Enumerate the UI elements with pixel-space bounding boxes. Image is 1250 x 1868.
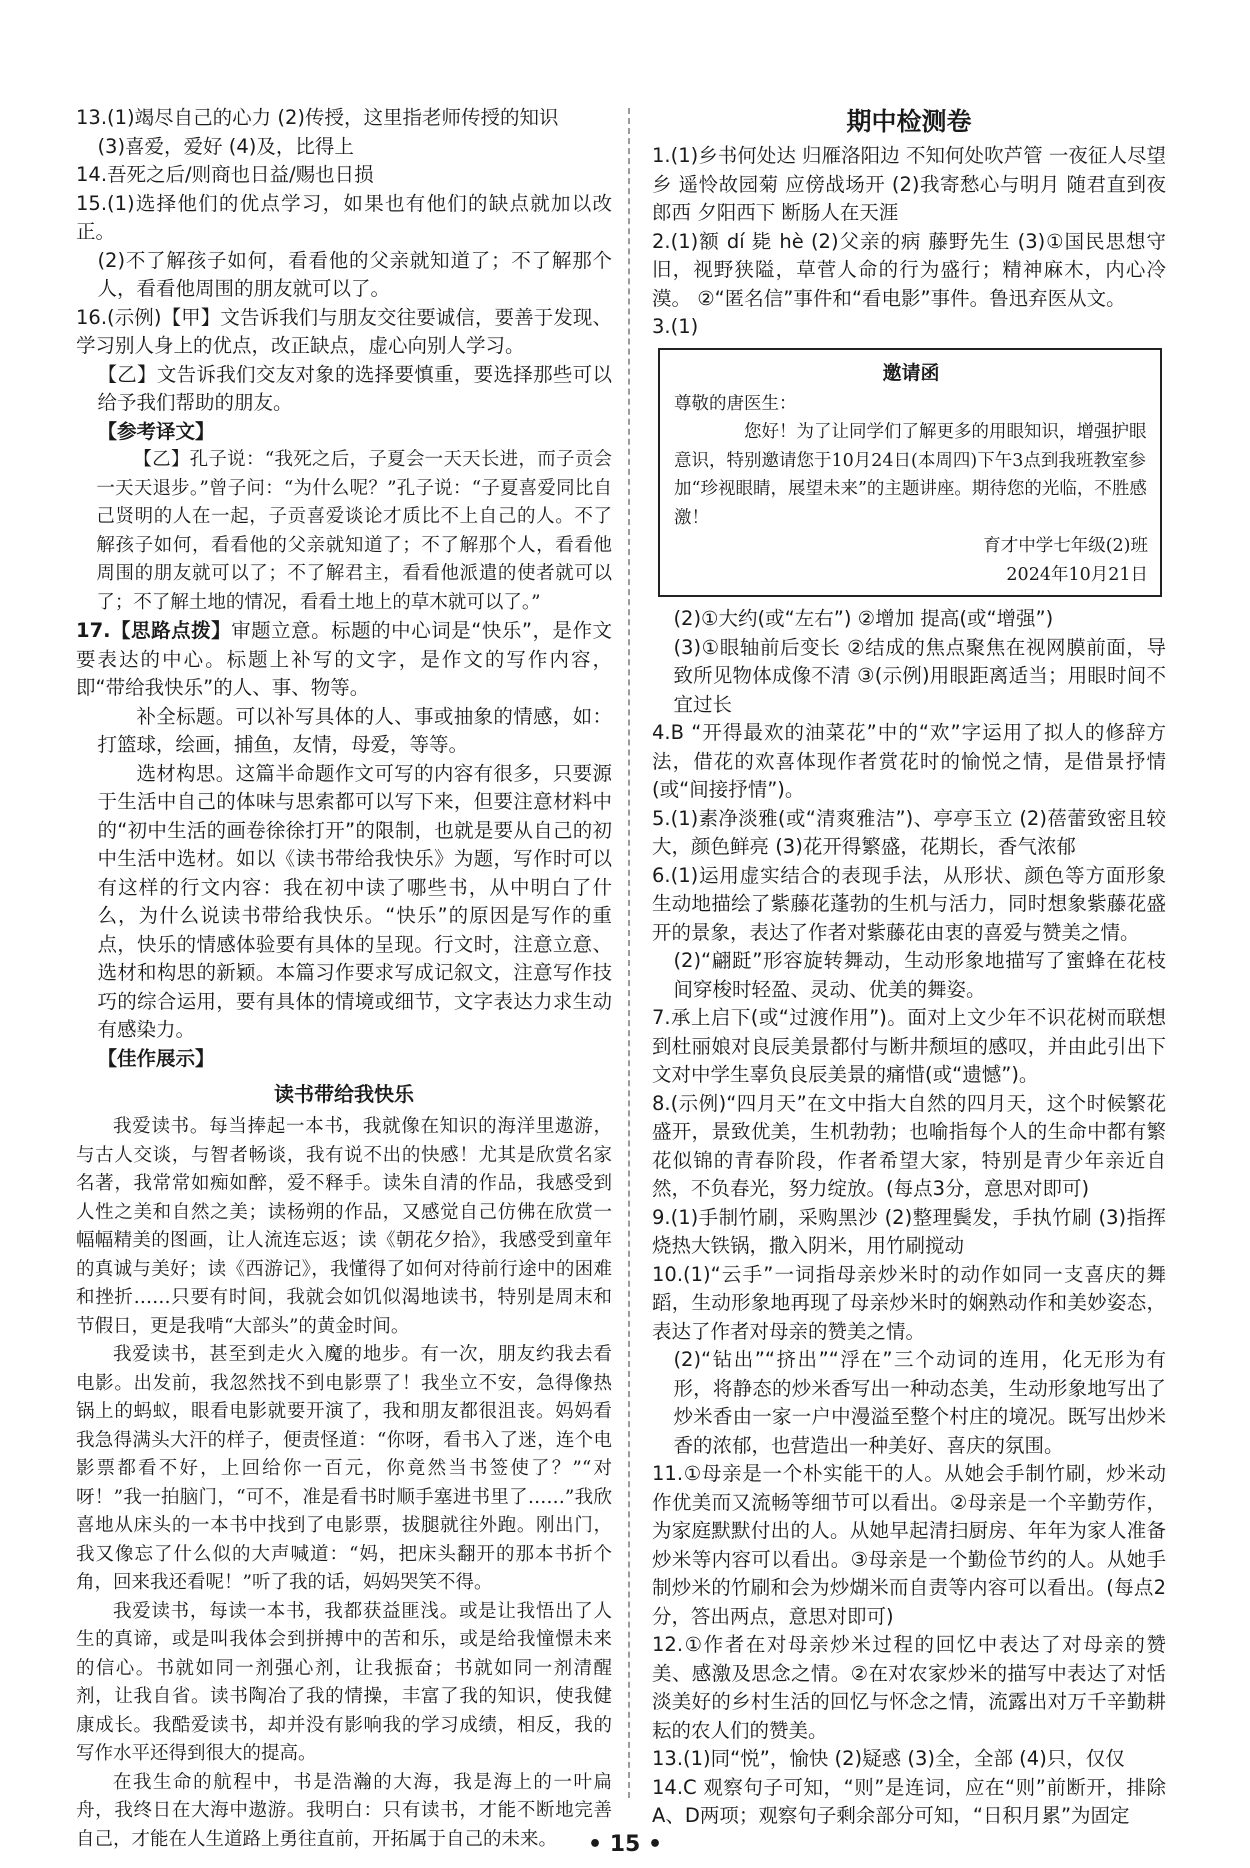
answer-10-cont: (2)“钻出”“挤出”“浮在”三个动词的连用，化无形为有形，将静态的炒米香写出一种动态美，生动形象地写出了炒米香由一家一户中漫溢至整个村庄的境况。既写出炒米香的浓郁，也营造出一种美好、喜庆的氛围。 <box>673 1348 1166 1457</box>
answer-15-cont: (2)不了解孩子如何，看看他的父亲就知道了；不了解那个人，看看他周围的朋友就可以了。 <box>97 248 612 300</box>
reference-translation: 【乙】孔子说：“我死之后，子夏会一天天长进，而子贡会一天天退步。”曾子问：“为什么呢？”孔子说：“子夏喜爱同比自己贤明的人在一起，子贡喜爱谈论才质比不上自己的人。不了解孩子如何，看看他的父亲就知道了；不了解那个人，看看他周围的朋友就可以了；不了解君主，看看他派遣的使者就可以了；不了解土地的情况，看看土地上的草木就可以了。” <box>96 449 612 613</box>
answer-1: 1.(1)乡书何处达 归雁洛阳边 不知何处吹芦管 一夜征人尽望乡 遥怜故园菊 应傍战场开 (2)我寄愁心与明月 随君直到夜郎西 夕阳西下 断肠人在天涯 <box>652 144 1166 224</box>
answer-17-para-3: 选材构思。这篇半命题作文可写的内容有很多，只要源于生活中自己的体味与思索都可以写下来，但要注意材料中的“初中生活的画卷徐徐打开”的限制，也就是要从自己的初中生活中选材。如以《读书带给我快乐》为题，写作时可以有这样的行文内容：我在初中读了哪些书，从中明白了什么，为什么说读书带给我快乐。“快乐”的原因是写作的重点，快乐的情感体验要有具体的呈现。行文时，注意立意、选材和构思的新颖。本篇习作要求写成记叙文，注意写作技巧的综合运用，要有具体的情境或细节，文字表达力求生动有感染力。 <box>97 761 612 1041</box>
invitation-body: 您好！为了让同学们了解更多的用眼知识，增强护眼意识，特别邀请您于10月24日(本周四)下午3点到我班教室参加“珍视眼睛，展望未来”的主题讲座。期待您的光临，不胜感激！ <box>674 422 1147 528</box>
left-column <box>76 104 612 1854</box>
answer-15: 15.(1)选择他们的优点学习，如果也有他们的缺点就加以改正。 <box>76 191 612 243</box>
answer-13-right: 13.(1)同“悦”，愉快 (2)疑惑 (3)全，全部 (4)只，仅仅 <box>652 1747 1125 1770</box>
answer-17-label: 17.【思路点拨】 <box>76 619 232 642</box>
essay-paragraph: 在我生命的航程中，书是浩瀚的大海，我是海上的一叶扁舟，我终日在大海中遨游。我明白：只有读书，才能不断地完善自己，才能在人生道路上勇往直前，开拓属于自己的未来。 <box>76 1771 612 1850</box>
answer-11: 11.①母亲是一个朴实能干的人。从她会手制竹刷，炒米动作优美而又流畅等细节可以看出。②母亲是一个辛勤劳作，为家庭默默付出的人。从她早起清扫厨房、年年为家人准备炒米等内容可以看出。③母亲是一个勤俭节约的人。从她手制炒米的竹刷和会为炒煳米而自责等内容可以看出。(每点2分，答出两点，意思对即可) <box>652 1462 1166 1628</box>
answer-2: 2.(1)额 dí 毙 hè (2)父亲的病 藤野先生 (3)①国民思想守旧，视野狭隘，草菅人命的行为盛行；精神麻木，内心冷漠。 ②“匿名信”事件和“看电影”事件。鲁迅弃医从文。 <box>652 229 1166 310</box>
answer-14: 14.吾死之后/则商也日益/赐也日损 <box>76 163 374 186</box>
invitation-date: 2024年10月21日 <box>1006 564 1148 585</box>
answer-3-part-3: (3)①眼轴前后变长 ②结成的焦点聚焦在视网膜前面，导致所见物体成像不清 ③(示例)用眼距离适当；用眼时间不宜过长 <box>673 635 1166 716</box>
answer-16: 16.(示例)【甲】文告诉我们与朋友交往要诚信，要善于发现、学习别人身上的优点，改正缺点，虚心向别人学习。 <box>76 305 612 357</box>
invitation-title: 邀请函 <box>882 361 940 384</box>
column-divider <box>628 108 630 1798</box>
answer-5: 5.(1)素净淡雅(或“清爽雅洁”)、亭亭玉立 (2)蓓蕾致密且较大，颜色鲜亮 (3)花开得繁盛，花期长，香气浓郁 <box>652 806 1166 858</box>
answer-7: 7.承上启下(或“过渡作用”)。面对上文少年不识花树而联想到杜丽娘对良辰美景都付与断井颓垣的感叹，并由此引出下文对中学生辜负良辰美景的痛惜(或“遗憾”)。 <box>652 1006 1166 1086</box>
reference-translation-label: 【参考译文】 <box>97 419 215 443</box>
essay-paragraph: 我爱读书，每读一本书，我都获益匪浅。或是让我悟出了人生的真谛，或是叫我体会到拼搏中的苦和乐，或是给我憧憬未来的信心。书就如同一剂强心剂，让我振奋；书就如同一剂清醒剂，让我自省。读书陶冶了我的情操，丰富了我的知识，使我健康成长。我酷爱读书，却并没有影响我的学习成绩，相反，我的写作水平还得到很大的提高。 <box>76 1600 612 1764</box>
answer-17-para-2: 补全标题。可以补写具体的人、事或抽象的情感，如：打篮球，绘画，捕鱼，友情，母爱，等等。 <box>97 704 612 756</box>
answer-8: 8.(示例)“四月天”在文中指大自然的四月天，这个时候繁花盛开，景致优美，生机勃勃；也喻指每个人的生命中都有繁花似锦的青春阶段，作者希望大家，特别是青少年亲近自然，不负春光，努力绽放。(每点3分，意思对即可) <box>652 1091 1166 1200</box>
essay-title: 读书带给我快乐 <box>274 1082 414 1106</box>
answer-6-cont: (2)“翩跹”形容旋转舞动，生动形象地描写了蜜蜂在花枝间穿梭时轻盈、灵动、优美的舞姿。 <box>673 949 1166 1001</box>
essay-paragraph: 我爱读书。每当捧起一本书，我就像在知识的海洋里遨游，与古人交谈，与智者畅谈，我有说不出的快感！尤其是欣赏名家名著，我常常如痴如醉，爱不释手。读朱自清的作品，我感受到人性之美和自然之美；读杨朔的作品，又感觉自己仿佛在欣赏一幅幅精美的图画，让人流连忘返；读《朝花夕拾》，我感受到童年的真诚与美好；读《西游记》，我懂得了如何对待前行途中的困难和挫折……只要有时间，我就会如饥似渴地读书，特别是周末和节假日，更是我啃“大部头”的黄金时间。 <box>76 1116 612 1337</box>
answer-12: 12.①作者在对母亲炒米过程的回忆中表达了对母亲的赞美、感激及思念之情。②在对农家炒米的描写中表达了对恬淡美好的乡村生活的回忆与怀念之情，流露出对万千辛勤耕耘的农人们的赞美。 <box>652 1633 1166 1742</box>
answer-3-part-2: (2)①大约(或“左右”) ②增加 提高(或“增强”) <box>673 607 1054 630</box>
sample-essay-label: 【佳作展示】 <box>97 1046 215 1070</box>
right-column <box>652 104 1166 1831</box>
essay-paragraph: 我爱读书，甚至到走火入魔的地步。有一次，朋友约我去看电影。出发前，我忽然找不到电影票了！我坐立不安，急得像热锅上的蚂蚁，眼看电影就要开演了，我和朋友都很沮丧。妈妈看我急得满头大汗的样子，便责怪道：“你呀，看书入了迷，连个电影票都看不好，上回给你一百元，你竟然当书签使了？”“对呀！”我一拍脑门，“可不，准是看书时顺手塞进书里了……”我欣喜地从床头的一本书中找到了电影票，拔腿就往外跑。刚出门，我又像忘了什么似的大声喊道：“妈，把床头翻开的那本书折个角，回来我还看呢！”听了我的话，妈妈哭笑不得。 <box>76 1344 612 1593</box>
section-heading: 期中检测卷 <box>846 107 972 136</box>
answer-13-cont: (3)喜爱，爱好 (4)及，比得上 <box>97 134 354 158</box>
invitation-letter-box <box>658 348 1162 598</box>
answer-9: 9.(1)手制竹刷，采购黑沙 (2)整理鬓发，手执竹刷 (3)指挥烧热大铁锅，撒入阴米，用竹刷搅动 <box>652 1205 1166 1257</box>
invitation-greeting: 尊敬的唐医生： <box>674 393 797 414</box>
answer-17-text: 审题立意。标题的中心词是“快乐”，是作文要表达的中心。标题上补写的文字，是作文的写作内容，即“带给我快乐”的人、事、物等。 <box>76 619 612 699</box>
answer-4: 4.B “开得最欢的油菜花”中的“欢”字运用了拟人的修辞方法，借花的欢喜体现作者赏花时的愉悦之情，是借景抒情(或“间接抒情”)。 <box>652 721 1166 801</box>
answer-14-right: 14.C 观察句子可知，“则”是连词，应在“则”前断开，排除A、D两项；观察句子剩余部分可知，“日积月累”为固定 <box>652 1775 1166 1827</box>
page-number: • 15 • <box>587 1832 663 1857</box>
answer-10: 10.(1)“云手”一词指母亲炒米时的动作如同一支喜庆的舞蹈，生动形象地再现了母亲炒米时的娴熟动作和美妙姿态，表达了作者对母亲的赞美之情。 <box>652 1262 1166 1343</box>
answer-16-cont: 【乙】文告诉我们交友对象的选择要慎重，要选择那些可以给予我们帮助的朋友。 <box>97 362 612 414</box>
answer-13: 13.(1)竭尽自己的心力 (2)传授，这里指老师传授的知识 <box>76 106 559 129</box>
answer-6: 6.(1)运用虚实结合的表现手法，从形状、颜色等方面形象生动地描绘了紫藤花蓬勃的生机与活力，同时想象紫藤花盛开的景象，表达了作者对紫藤花由衷的喜爱与赞美之情。 <box>652 863 1166 944</box>
answer-3: 3.(1) <box>652 315 699 338</box>
invitation-signature: 育才中学七年级(2)班 <box>983 536 1148 556</box>
